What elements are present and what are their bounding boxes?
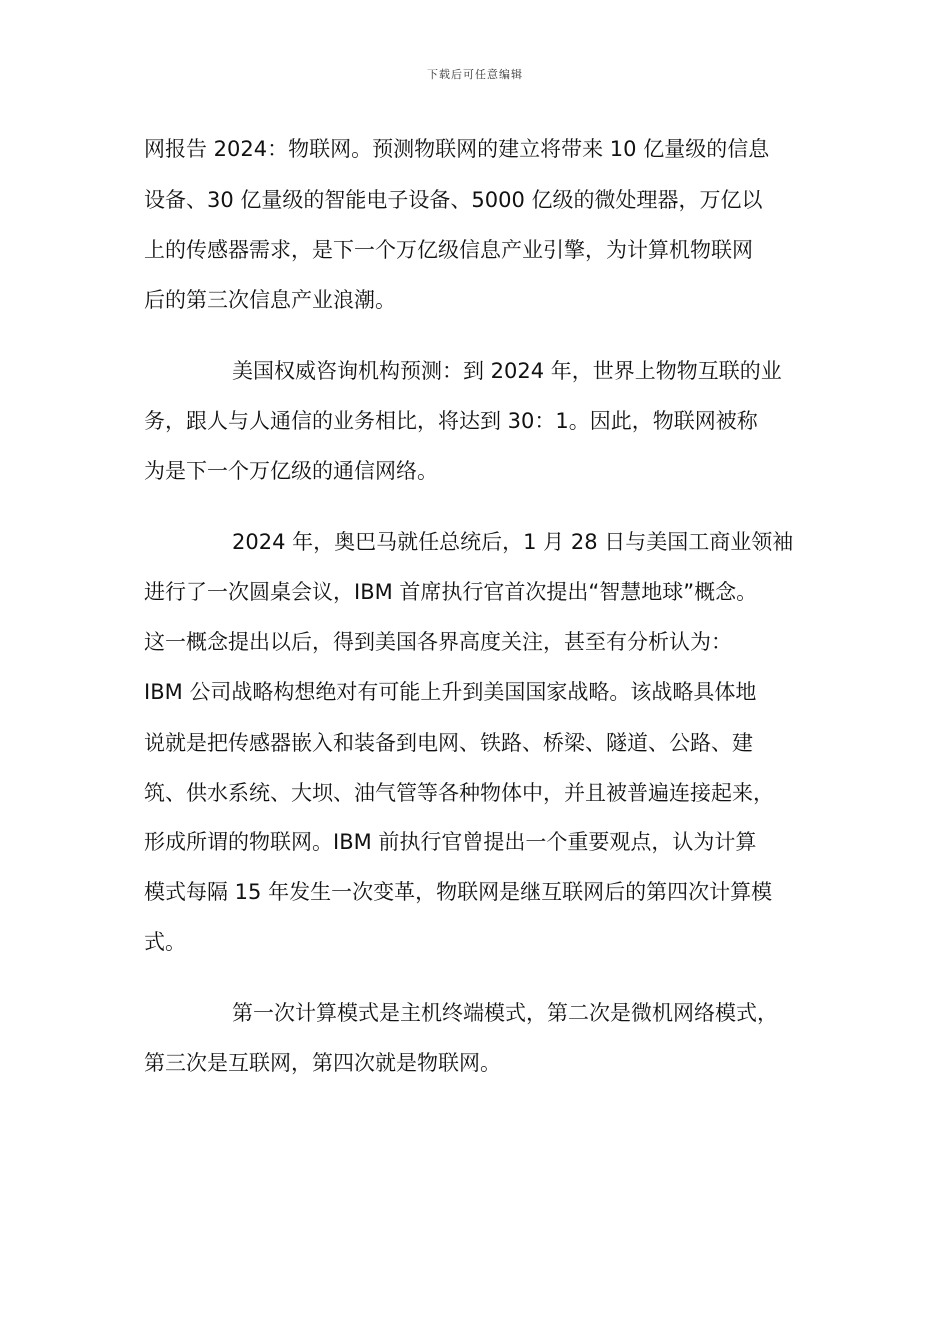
paragraph-3-line-5: 说就是把传感器嵌入和装备到电网、铁路、桥梁、隧道、公路、建 (144, 731, 753, 755)
paragraph-3-line-7: 形成所谓的物联网。IBM 前执行官曾提出一个重要观点，认为计算 (144, 830, 757, 854)
paragraph-3-line-8: 模式每隔 15 年发生一次变革，物联网是继互联网后的第四次计算模 (144, 880, 773, 904)
paragraph-2-line-3: 为是下一个万亿级的通信网络。 (144, 459, 438, 483)
paragraph-4-line-2: 第三次是互联网，第四次就是物联网。 (144, 1051, 501, 1075)
paragraph-1-line-3: 上的传感器需求，是下一个万亿级信息产业引擎，为计算机物联网 (144, 238, 753, 262)
page-header: 下载后可任意编辑 (427, 68, 523, 81)
paragraph-3-line-6: 筑、供水系统、大坝、油气管等各种物体中，并且被普遍连接起来， (144, 781, 774, 805)
paragraph-1-line-1: 网报告 2024：物联网。预测物联网的建立将带来 10 亿量级的信息 (144, 137, 770, 161)
paragraph-3-line-1: 2024 年，奥巴马就任总统后，1 月 28 日与美国工商业领袖 (232, 530, 794, 554)
paragraph-1-line-2: 设备、30 亿量级的智能电子设备、5000 亿级的微处理器，万亿以 (144, 188, 763, 212)
paragraph-3-line-3: 这一概念提出以后，得到美国各界高度关注，甚至有分析认为： (144, 630, 732, 654)
paragraph-2-line-1: 美国权威咨询机构预测：到 2024 年，世界上物物互联的业 (232, 359, 782, 383)
paragraph-3-line-9: 式。 (144, 930, 186, 954)
paragraph-2-line-2: 务，跟人与人通信的业务相比，将达到 30：1。因此，物联网被称 (144, 409, 758, 433)
paragraph-4-line-1: 第一次计算模式是主机终端模式，第二次是微机网络模式， (232, 1001, 778, 1025)
paragraph-1-line-4: 后的第三次信息产业浪潮。 (144, 288, 396, 312)
paragraph-3-line-2: 进行了一次圆桌会议，IBM 首席执行官首次提出“智慧地球”概念。 (144, 580, 758, 604)
paragraph-3-line-4: IBM 公司战略构想绝对有可能上升到美国国家战略。该战略具体地 (144, 680, 757, 704)
